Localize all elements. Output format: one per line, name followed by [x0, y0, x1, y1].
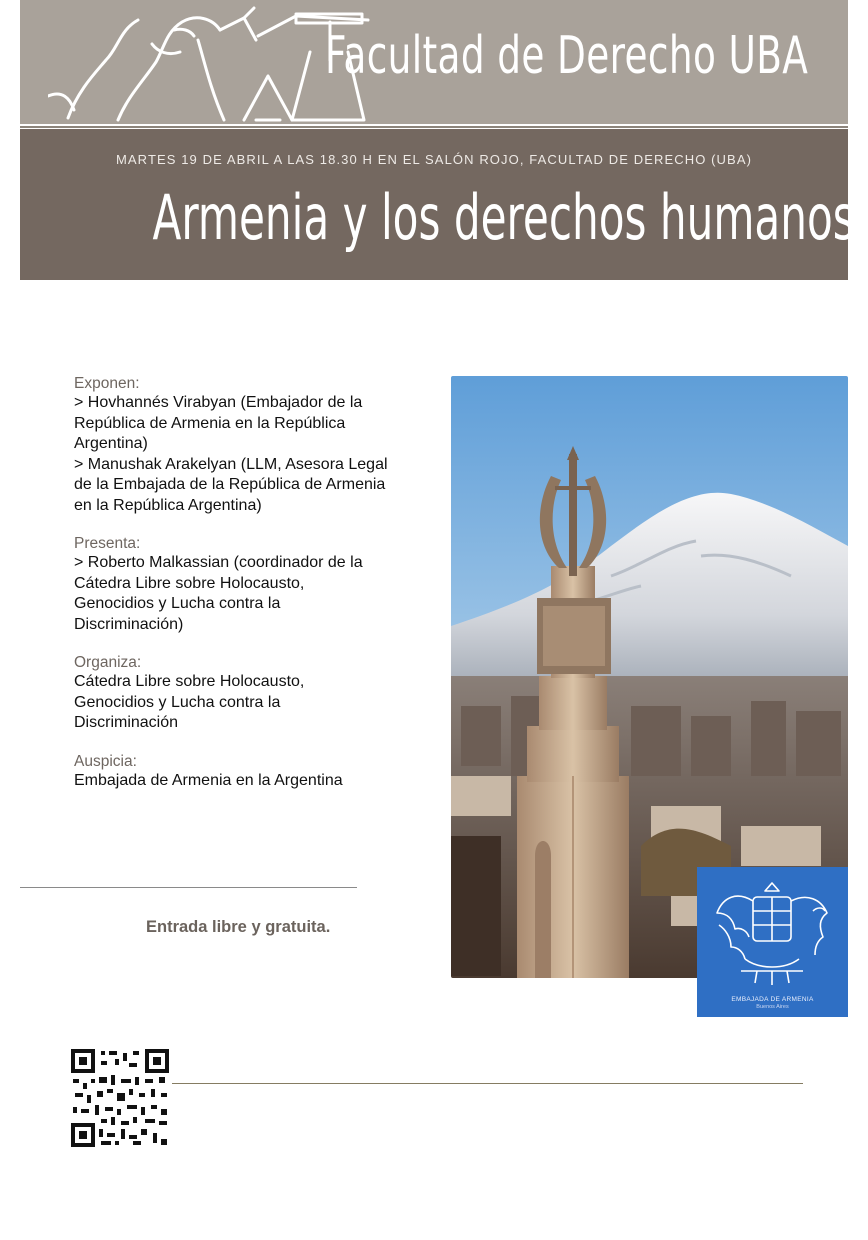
section-line: Genocidios y Lucha contra la: [74, 693, 281, 711]
badge-line1: EMBAJADA DE ARMENIA: [731, 996, 814, 1003]
section-line: Cátedra Libre sobre Holocausto,: [74, 574, 305, 592]
section-auspicia: [74, 752, 424, 792]
section-line: > Hovhannés Virabyan (Embajador de la: [74, 394, 363, 411]
section-presenta: [74, 534, 424, 635]
embassy-badge: [697, 867, 848, 1017]
section-line: Argentina): [74, 435, 148, 452]
content-column: [74, 374, 424, 809]
footer-rule: [172, 1083, 803, 1084]
section-line: > Roberto Malkassian (coordinador de la: [74, 554, 363, 571]
section-exponen: [74, 374, 424, 516]
armenia-coat-of-arms-icon: [697, 867, 848, 995]
section-line: Discriminación: [74, 714, 179, 731]
section-line: Cátedra Libre sobre Holocausto,: [74, 673, 305, 690]
section-line: > Manushak Arakelyan (LLM, Asesora Legal: [74, 455, 388, 473]
event-title: Armenia y los derechos humanos: [152, 181, 855, 254]
faculty-name: Facultad de Derecho UBA: [324, 26, 808, 86]
section-organiza: [74, 653, 424, 734]
content-divider: [20, 887, 357, 888]
qr-code-icon[interactable]: [71, 1049, 169, 1147]
header-band: [20, 0, 848, 124]
header-rule: [20, 126, 848, 128]
section-line: Discriminación): [74, 615, 184, 633]
event-info: MARTES 19 DE ABRIL A LAS 18.30 H EN EL SALÓN ROJO, FACULTAD DE DERECHO (UBA): [115, 152, 753, 167]
badge-line2: Buenos Aires: [756, 1004, 789, 1010]
free-entry-note: Entrada libre y gratuita.: [146, 918, 331, 936]
section-line: Genocidios y Lucha contra la: [74, 595, 281, 612]
section-label: Auspicia:: [74, 752, 137, 770]
section-line: de la Embajada de la República de Armenia: [74, 476, 386, 493]
section-line: Embajada de Armenia en la Argentina: [74, 771, 343, 789]
section-label: Exponen:: [74, 375, 140, 392]
section-label: Organiza:: [74, 654, 142, 671]
section-line: República de Armenia en la República: [74, 414, 346, 432]
section-label: Presenta:: [74, 535, 141, 552]
title-band: [20, 129, 855, 280]
section-line: en la República Argentina): [74, 496, 262, 514]
